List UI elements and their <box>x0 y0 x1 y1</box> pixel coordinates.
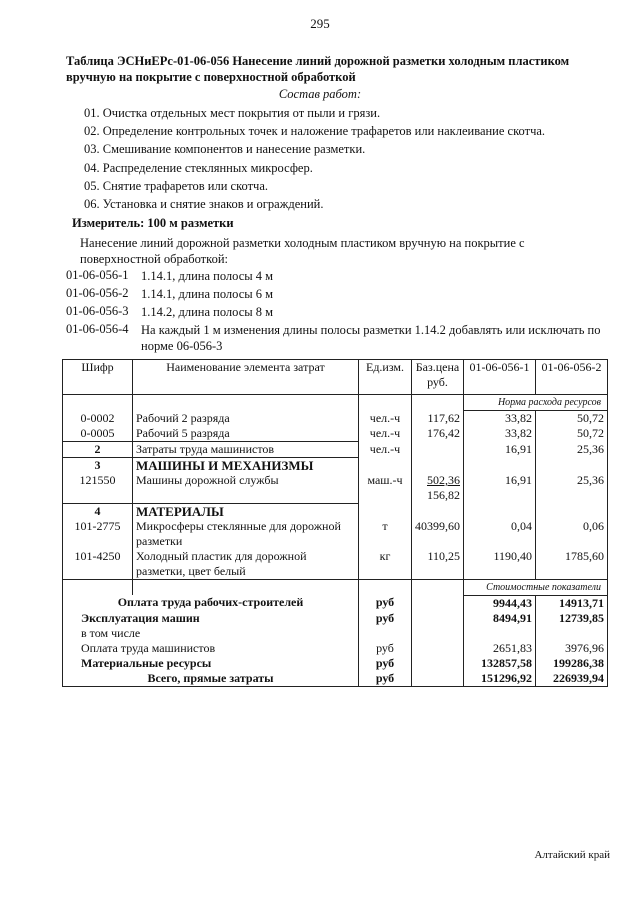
variant-text: 1.14.2, длина полосы 8 м <box>141 305 274 319</box>
row-value-2: 50,72 <box>536 426 608 442</box>
row-code: 101-2775 <box>63 519 133 549</box>
operation-item: 06. Установка и снятие знаков и ограждений. <box>84 197 324 211</box>
table-title: Таблица ЭСНиЕРс-01-06-056 Нанесение линий дорожной разметки холодным пластиком вручную на покрытие с поверхностной обработкой <box>66 54 570 84</box>
row-code: 121550 <box>63 473 133 503</box>
section-row <box>63 458 608 474</box>
row-name: Рабочий 2 разряда <box>133 411 359 427</box>
table-row <box>63 519 608 549</box>
total-value-1: 2651,83 <box>464 641 536 656</box>
measure-unit: Измеритель: 100 м разметки <box>72 216 234 230</box>
total-value-1: 151296,92 <box>464 671 536 687</box>
cost-table <box>62 359 608 687</box>
variant-text: 1.14.1, длина полосы 6 м <box>141 287 274 301</box>
row-price: 40399,60 <box>412 519 464 549</box>
operation-item: 04. Распределение стеклянных микросфер. <box>84 161 313 175</box>
table-row <box>63 442 608 458</box>
row-unit: чел.-ч <box>359 426 412 442</box>
total-row <box>63 626 608 641</box>
total-name: Материальные ресурсы <box>63 656 359 671</box>
header-price: Баз.цена руб. <box>412 360 464 395</box>
variant-text: 1.14.1, длина полосы 4 м <box>141 269 274 283</box>
total-row <box>63 656 608 671</box>
table-row <box>63 426 608 442</box>
row-value-1: 33,82 <box>464 426 536 442</box>
section-title: МАТЕРИАЛЫ <box>133 503 359 519</box>
header-col2: 01-06-056-2 <box>536 360 608 395</box>
work-description: Нанесение линий дорожной разметки холодным пластиком вручную на покрытие с поверхностной обработкой: <box>80 236 525 266</box>
variant-code: 01-06-056-4 <box>66 322 129 336</box>
total-name: Всего, прямые затраты <box>63 671 359 687</box>
row-name: Рабочий 5 разряда <box>133 426 359 442</box>
table-row <box>63 411 608 427</box>
operation-item: 05. Снятие трафаретов или скотча. <box>84 179 269 193</box>
cost-caption-row <box>63 579 608 595</box>
total-value-1: 9944,43 <box>464 595 536 611</box>
total-value-2: 14913,71 <box>536 595 608 611</box>
norm-caption: Норма расхода ресурсов <box>464 395 608 411</box>
total-name: в том числе <box>63 626 359 641</box>
total-name: Эксплуатация машин <box>63 611 359 626</box>
price-top: 502,36 <box>427 473 460 487</box>
variant-code: 01-06-056-3 <box>66 304 129 318</box>
row-value-2: 25,36 <box>536 442 608 458</box>
total-row <box>63 641 608 656</box>
total-value-2: 3976,96 <box>536 641 608 656</box>
total-unit: руб <box>359 671 412 687</box>
section-code: 3 <box>63 458 133 474</box>
row-price: 117,62 <box>412 411 464 427</box>
variant-code: 01-06-056-1 <box>66 268 129 282</box>
row-code: 0-0005 <box>63 426 133 442</box>
row-value-2: 0,06 <box>536 519 608 549</box>
total-unit: руб <box>359 656 412 671</box>
row-unit: чел.-ч <box>359 411 412 427</box>
region-footer: Алтайский край <box>534 849 610 861</box>
price-bottom: 156,82 <box>427 488 460 502</box>
row-value-2: 25,36 <box>536 473 608 503</box>
section-title: МАШИНЫ И МЕХАНИЗМЫ <box>133 458 359 474</box>
header-name: Наименование элемента затрат <box>133 360 359 395</box>
operation-item: 02. Определение контрольных точек и наложение трафаретов или наклеивание скотча. <box>84 124 546 138</box>
header-col1: 01-06-056-1 <box>464 360 536 395</box>
operation-item: 01. Очистка отдельных мест покрытия от пыли и грязи. <box>84 106 381 120</box>
total-row <box>63 595 608 611</box>
total-name: Оплата труда машинистов <box>63 641 359 656</box>
total-unit: руб <box>359 611 412 626</box>
row-code: 2 <box>63 442 133 458</box>
page-number: 295 <box>310 16 330 31</box>
norm-caption-row <box>63 395 608 411</box>
header-code: Шифр <box>63 360 133 395</box>
row-value-2: 50,72 <box>536 411 608 427</box>
total-value-2: 226939,94 <box>536 671 608 687</box>
row-value-1: 16,91 <box>464 442 536 458</box>
composition-title: Состав работ: <box>278 87 362 101</box>
row-price <box>412 473 464 503</box>
total-value-2: 199286,38 <box>536 656 608 671</box>
row-value-1: 0,04 <box>464 519 536 549</box>
row-value-1: 33,82 <box>464 411 536 427</box>
row-unit: т <box>359 519 412 549</box>
row-unit: чел.-ч <box>359 442 412 458</box>
cost-caption: Стоимостные показатели <box>464 579 608 595</box>
variant-text: На каждый 1 м изменения длины полосы разметки 1.14.2 добавлять или исключать по норме 06-056-3 <box>141 323 601 353</box>
row-name: Микросферы стеклянные для дорожной разметки <box>133 519 359 549</box>
row-price: 110,25 <box>412 549 464 580</box>
total-unit: руб <box>359 595 412 611</box>
row-price: 176,42 <box>412 426 464 442</box>
total-unit: руб <box>359 641 412 656</box>
row-code: 101-4250 <box>63 549 133 580</box>
total-value-1: 132857,58 <box>464 656 536 671</box>
row-unit: маш.-ч <box>359 473 412 503</box>
total-value-1: 8494,91 <box>464 611 536 626</box>
total-row <box>63 671 608 687</box>
row-value-2: 1785,60 <box>536 549 608 580</box>
row-value-1: 16,91 <box>464 473 536 503</box>
row-value-1: 1190,40 <box>464 549 536 580</box>
row-unit: кг <box>359 549 412 580</box>
table-header-row <box>63 360 608 395</box>
section-code: 4 <box>63 503 133 519</box>
operation-item: 03. Смешивание компонентов и нанесение разметки. <box>84 142 366 156</box>
total-value-2: 12739,85 <box>536 611 608 626</box>
row-name: Холодный пластик для дорожной разметки, цвет белый <box>133 549 359 580</box>
row-name: Затраты труда машинистов <box>133 442 359 458</box>
table-row <box>63 549 608 580</box>
row-name: Машины дорожной службы <box>133 473 359 503</box>
section-row <box>63 503 608 519</box>
total-row <box>63 611 608 626</box>
total-name: Оплата труда рабочих-строителей <box>63 595 359 611</box>
row-code: 0-0002 <box>63 411 133 427</box>
variant-code: 01-06-056-2 <box>66 286 129 300</box>
table-row <box>63 473 608 503</box>
header-unit: Ед.изм. <box>359 360 412 395</box>
